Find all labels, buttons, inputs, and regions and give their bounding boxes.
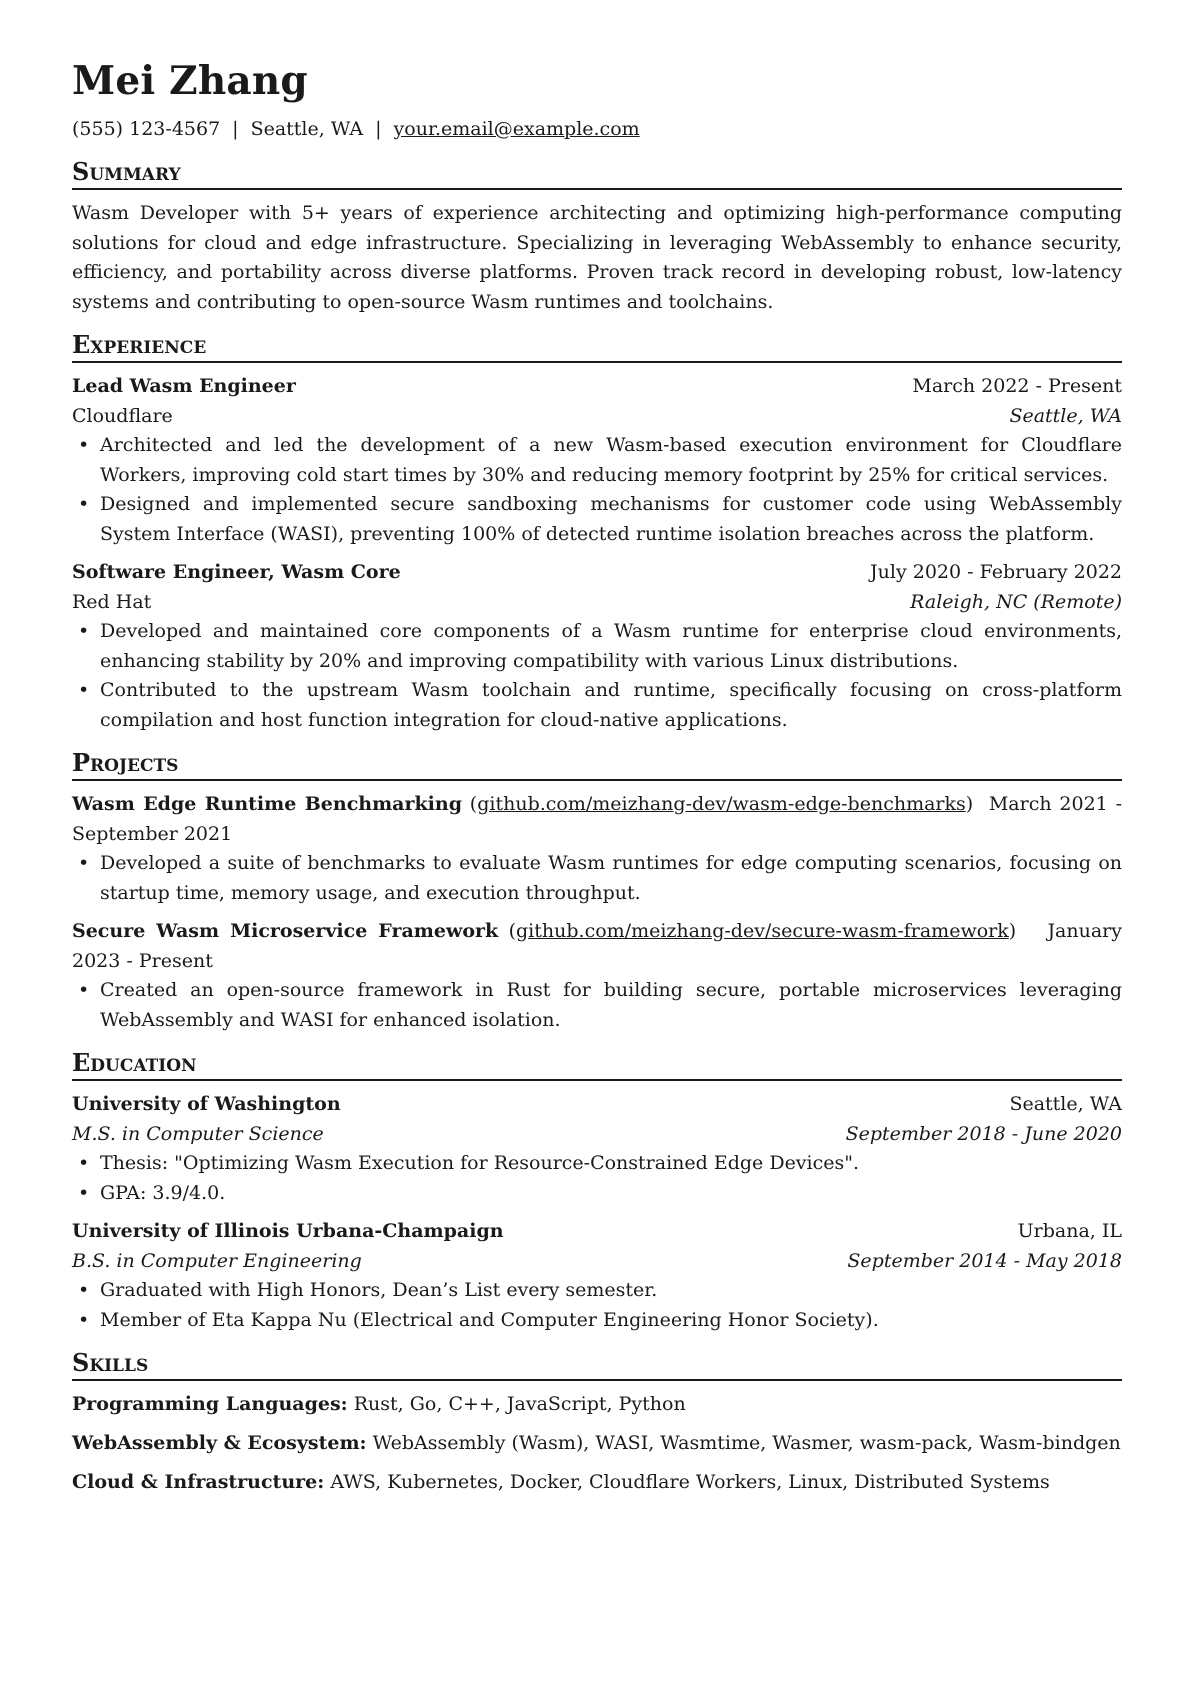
job-entry xyxy=(72,372,1122,549)
project-entry xyxy=(72,790,1122,908)
project-link[interactable]: github.com/meizhang-dev/secure-wasm-framework xyxy=(516,920,1009,942)
school-name: University of Washington xyxy=(72,1093,341,1115)
education-section xyxy=(72,1049,1122,1335)
project-name: Secure Wasm Microservice Framework xyxy=(72,920,499,942)
list-item: • Created an open-source framework in Rust for building secure, portable microservices leveraging WebAssembly and WASI for enhanced isolation. xyxy=(72,976,1122,1035)
job-role: Lead Wasm Engineer xyxy=(72,375,296,397)
summary-section xyxy=(72,158,1122,317)
project-entry xyxy=(72,917,1122,1035)
skill-label: Cloud & Infrastructure: xyxy=(72,1471,325,1493)
candidate-name: Mei Zhang xyxy=(72,58,308,104)
skill-line xyxy=(72,1430,1122,1457)
skill-value: Rust, Go, C++, JavaScript, Python xyxy=(353,1393,686,1415)
list-item: • Graduated with High Honors, Dean’s List every semester. xyxy=(72,1276,1122,1306)
degree-line xyxy=(72,1247,1122,1277)
job-company: Cloudflare xyxy=(72,404,173,427)
experience-section xyxy=(72,331,1122,735)
job-dates: July 2020 - February 2022 xyxy=(870,561,1122,583)
phone-number: (555) 123-4567 xyxy=(72,118,221,140)
skill-line xyxy=(72,1469,1122,1496)
degree-line xyxy=(72,1120,1122,1150)
degree-dates: September 2018 - June 2020 xyxy=(845,1122,1122,1145)
school-location: Urbana, IL xyxy=(1017,1220,1122,1242)
job-entry xyxy=(72,558,1122,735)
skill-label: Programming Languages: xyxy=(72,1393,348,1415)
education-bullets xyxy=(72,1149,1122,1208)
job-bullets xyxy=(72,617,1122,735)
contact-separator: | xyxy=(232,118,239,140)
project-bullets xyxy=(72,976,1122,1035)
skill-label: WebAssembly & Ecosystem: xyxy=(72,1432,367,1454)
section-title-skills: Skills xyxy=(72,1349,1122,1381)
list-item: • Developed a suite of benchmarks to evaluate Wasm runtimes for edge computing scenarios, focusing on startup time, memory usage, and execution throughput. xyxy=(72,849,1122,908)
education-bullets xyxy=(72,1276,1122,1335)
skill-value: AWS, Kubernetes, Docker, Cloudflare Workers, Linux, Distributed Systems xyxy=(330,1471,1050,1493)
project-header: Secure Wasm Microservice Framework (github.com/meizhang-dev/secure-wasm-framework) January 2023 - Present xyxy=(72,920,1122,972)
education-entry xyxy=(72,1217,1122,1335)
project-dates: March 2021 - September 2021 xyxy=(72,793,1122,845)
list-item: • Architected and led the development of a new Wasm-based execution environment for Cloudflare Workers, improving cold start times by 30% and reducing memory footprint by 25% for critical services. xyxy=(72,431,1122,490)
school-header xyxy=(72,1217,1122,1247)
job-location: Seattle, WA xyxy=(1009,404,1122,427)
degree-dates: September 2014 - May 2018 xyxy=(847,1249,1122,1272)
skill-line xyxy=(72,1391,1122,1418)
school-location: Seattle, WA xyxy=(1009,1093,1122,1115)
degree: M.S. in Computer Science xyxy=(72,1122,324,1145)
education-entry xyxy=(72,1090,1122,1208)
section-title-experience: Experience xyxy=(72,331,1122,363)
project-name: Wasm Edge Runtime Benchmarking xyxy=(72,793,462,815)
job-header xyxy=(72,372,1122,402)
list-item: • Developed and maintained core components of a Wasm runtime for enterprise cloud environments, enhancing stability by 20% and improving compatibility with various Linux distributions. xyxy=(72,617,1122,676)
job-bullets xyxy=(72,431,1122,549)
project-header: Wasm Edge Runtime Benchmarking (github.com/meizhang-dev/wasm-edge-benchmarks) March 2021 - September 2021 xyxy=(72,793,1122,845)
job-dates: March 2022 - Present xyxy=(912,375,1122,397)
section-title-summary: Summary xyxy=(72,158,1122,190)
list-item: • GPA: 3.9/4.0. xyxy=(72,1179,1122,1209)
job-header xyxy=(72,558,1122,588)
location: Seattle, WA xyxy=(250,118,364,140)
email-link[interactable]: your.email@example.com xyxy=(393,118,640,140)
summary-text: Wasm Developer with 5+ years of experience architecting and optimizing high-performance computing solutions for cloud and edge infrastructure. Specializing in leveraging WebAssembly to enhance security, efficiency, and portability across diverse platforms. Proven track record in developing robust, low-latency systems and contributing to open-source Wasm runtimes and toolchains. xyxy=(72,202,1122,313)
project-dates: January 2023 - Present xyxy=(72,920,1122,972)
job-company: Red Hat xyxy=(72,590,152,613)
job-subheader xyxy=(72,588,1122,618)
list-item: • Designed and implemented secure sandboxing mechanisms for customer code using WebAssembly System Interface (WASI), preventing 100% of detected runtime isolation breaches across the platform. xyxy=(72,490,1122,549)
list-item: • Member of Eta Kappa Nu (Electrical and Computer Engineering Honor Society). xyxy=(72,1306,1122,1336)
project-link[interactable]: github.com/meizhang-dev/wasm-edge-benchmarks xyxy=(477,793,966,815)
resume-page xyxy=(72,58,1122,1496)
contact-line xyxy=(72,116,1122,142)
job-location: Raleigh, NC (Remote) xyxy=(910,590,1122,613)
school-header xyxy=(72,1090,1122,1120)
job-subheader xyxy=(72,402,1122,432)
degree: B.S. in Computer Engineering xyxy=(72,1249,362,1272)
school-name: University of Illinois Urbana-Champaign xyxy=(72,1220,504,1242)
skills-section xyxy=(72,1349,1122,1496)
projects-section xyxy=(72,749,1122,1035)
list-item: • Contributed to the upstream Wasm toolchain and runtime, specifically focusing on cross-platform compilation and host function integration for cloud-native applications. xyxy=(72,676,1122,735)
section-title-education: Education xyxy=(72,1049,1122,1081)
list-item: • Thesis: "Optimizing Wasm Execution for Resource-Constrained Edge Devices". xyxy=(72,1149,1122,1179)
contact-separator: | xyxy=(375,118,382,140)
project-bullets xyxy=(72,849,1122,908)
section-title-projects: Projects xyxy=(72,749,1122,781)
skill-value: WebAssembly (Wasm), WASI, Wasmtime, Wasmer, wasm-pack, Wasm-bindgen xyxy=(372,1432,1121,1454)
job-role: Software Engineer, Wasm Core xyxy=(72,561,401,583)
